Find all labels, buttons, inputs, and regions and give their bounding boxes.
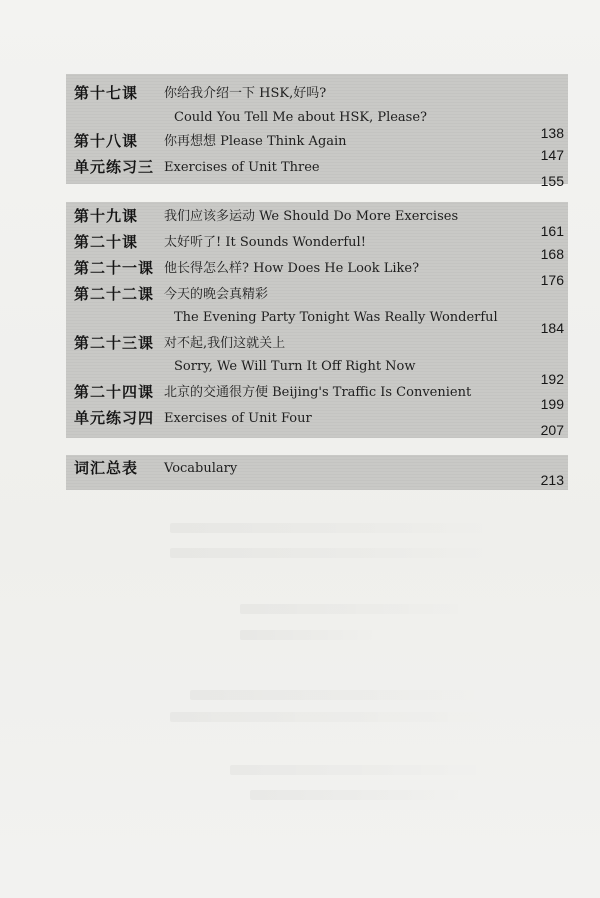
toc-entry-lesson-21[interactable] — [66, 257, 568, 288]
lesson-title: 北京的交通很方便 Beijing's Traffic Is Convenient — [164, 385, 472, 400]
page-number: 161 — [540, 223, 564, 239]
lesson-number: 单元练习四 — [74, 409, 155, 427]
page-number: 213 — [540, 472, 564, 488]
lesson-title: 你给我介绍一下 HSK,好吗? — [164, 86, 327, 101]
toc-entry-lesson-23[interactable] — [66, 332, 568, 387]
toc-entry-unit-three-exercises[interactable] — [66, 156, 568, 189]
bleed-through-line — [250, 790, 470, 800]
lesson-title: 他长得怎么样? How Does He Look Like? — [164, 261, 420, 276]
lesson-title: 你再想想 Please Think Again — [164, 134, 347, 149]
toc-entry-unit-four-exercises[interactable] — [66, 407, 568, 438]
lesson-subtitle: The Evening Party Tonight Was Really Wonderful — [174, 310, 498, 325]
bleed-through-line — [230, 765, 490, 775]
lesson-number: 第十九课 — [74, 207, 139, 225]
lesson-title: 今天的晚会真精彩 — [164, 287, 269, 302]
toc-entry-lesson-22[interactable] — [66, 283, 568, 336]
lesson-title: Exercises of Unit Three — [164, 160, 320, 175]
toc-entry-lesson-19[interactable] — [66, 205, 568, 239]
lesson-title: 我们应该多运动 We Should Do More Exercises — [164, 209, 459, 224]
lesson-number: 第二十课 — [74, 233, 139, 251]
bleed-through-line — [240, 604, 470, 614]
toc-entry-lesson-20[interactable] — [66, 231, 568, 262]
bleed-through-line — [240, 630, 380, 640]
lesson-title: 太好听了! It Sounds Wonderful! — [164, 235, 366, 250]
lesson-number: 第二十一课 — [74, 259, 155, 277]
page-number: 184 — [540, 320, 564, 336]
lesson-number: 单元练习三 — [74, 158, 155, 176]
page-number: 168 — [540, 246, 564, 262]
bleed-through-line — [170, 712, 500, 722]
lesson-title: 对不起,我们这就关上 — [164, 336, 286, 351]
page-number: 147 — [540, 147, 564, 163]
page-number: 176 — [540, 272, 564, 288]
toc-section-unit-three — [66, 74, 568, 189]
lesson-title: Exercises of Unit Four — [164, 411, 312, 426]
bleed-through-line — [170, 548, 500, 558]
bleed-through-line — [190, 690, 490, 700]
lesson-number: 第二十三课 — [74, 334, 155, 352]
toc-section-vocabulary — [66, 455, 568, 490]
bleed-through-line — [170, 523, 500, 533]
lesson-number: 第十八课 — [74, 132, 139, 150]
page-number: 138 — [540, 125, 564, 141]
lesson-subtitle: Sorry, We Will Turn It Off Right Now — [174, 359, 416, 374]
toc-entry-lesson-18[interactable] — [66, 130, 568, 163]
lesson-number: 词汇总表 — [74, 459, 139, 477]
lesson-number: 第十七课 — [74, 84, 139, 102]
lesson-title: Vocabulary — [164, 461, 238, 476]
page-number: 199 — [540, 396, 564, 412]
toc-section-unit-four — [66, 202, 568, 438]
page-number: 207 — [540, 422, 564, 438]
page-number: 155 — [540, 173, 564, 189]
page-number: 192 — [540, 371, 564, 387]
lesson-number: 第二十二课 — [74, 285, 155, 303]
toc-entry-vocabulary[interactable] — [66, 457, 568, 488]
lesson-number: 第二十四课 — [74, 383, 155, 401]
toc-entry-lesson-24[interactable] — [66, 381, 568, 412]
lesson-subtitle: Could You Tell Me about HSK, Please? — [174, 110, 428, 125]
